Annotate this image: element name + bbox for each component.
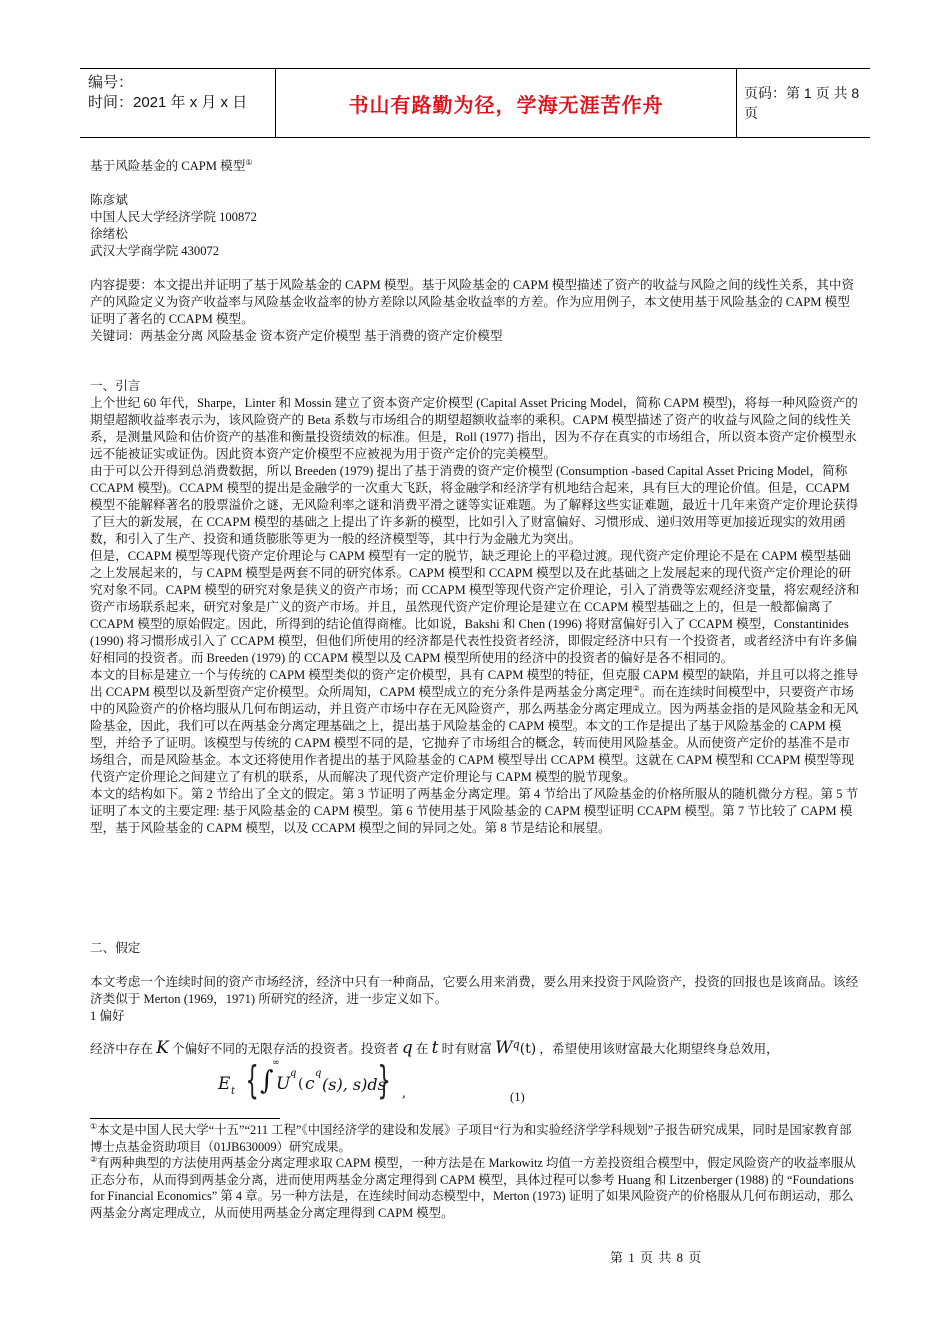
paragraph: 上个世纪 60 年代，Sharpe，Linter 和 Mossin 建立了资本资产定价模型 (Capital Asset Pricing Model，简称 CAPM 模型)，将每一种风险资产的期望超额收益率表示为，该风险资产的 Beta 系数与市场组合的期望超额收益率的乘积。CAPM 模型描述了资产的收益与风险之间的线性关系，是测量风险和估价资产的基准和衡量投资绩效的标准。但是，Roll (1977) 指出，因为不存在真实的市场组合，所以资本资产定价模型永远不能被证实或证伪。因此资本资产定价模型不应被视为用于资产定价的完美模型。 xyxy=(90,396,858,461)
time-label: 时间：2021 年 x 月 x 日 xyxy=(88,94,248,111)
footnote-rule xyxy=(90,1118,280,1119)
equation-1: E t { ∫ ∞ U q ( c q (s), s)ds } , xyxy=(218,1058,407,1102)
header-motto: 书山有路勤为径，学海无涯苦作舟 xyxy=(276,69,737,137)
footnote: ②有两种典型的方法使用两基金分离定理求取 CAPM 模型，一种方法是在 Markowitz 均值一方差投资组合模型中，假定风险资产的收益率服从正态分布，从而得到两基金分离，进而使用两基金分离定理得到 CAPM 模型，具体过程可以参考 Huang 和 Litzenberger (1988) 的 “Foundations for Financial Economics” 第 4 章。另一种方法是，在连续时间动态模型中，Merton (1973) 证明了如果风险资产的价格服从几何布朗运动，那么两基金分离定理成立，从而使用两基金分离定理得到 CAPM 模型。 xyxy=(90,1154,856,1220)
footnotes xyxy=(90,1122,862,1221)
abstract-block xyxy=(90,277,862,345)
code-label: 编号： xyxy=(88,74,134,91)
paper-title: 基于风险基金的 CAPM 模型 xyxy=(90,159,246,173)
paper-title-block xyxy=(90,158,862,175)
header-page-info: 页码：第 1 页 共 8 页 xyxy=(744,85,860,121)
paragraph: 本文考虑一个连续时间的资产市场经济，经济中只有一种商品，它要么用来消费，要么用来投资于风险资产，投资的回报也是该商品。该经济类似于 Merton (1969，1971) 所研究的经济，进一步定义如下。 xyxy=(90,975,859,1006)
author-name: 徐绪松 xyxy=(90,227,128,241)
keywords: 关键词：两基金分离 风险基金 资本资产定价模型 基于消费的资产定价模型 xyxy=(90,329,503,343)
section-title: 一、引言 xyxy=(90,379,141,393)
paragraph: 本文的结构如下。第 2 节给出了全文的假定。第 3 节证明了两基金分离定理。第 4 节给出了风险基金的价格所服从的随机微分方程。第 5 节证明了本文的主要定理: 基于风险基金的 CAPM 模型。第 6 节使用基于风险基金的 CAPM 模型证明 CCAPM 模型。第 7 节比较了 CAPM 模型，基于风险基金的 CAPM 模型，以及 CCAPM 模型之间的异同之处。第 8 节是结论和展望。 xyxy=(90,787,859,835)
subsection-title: 1 偏好 xyxy=(90,1009,125,1023)
author-affiliation: 中国人民大学经济学院 100872 xyxy=(90,210,257,224)
math-W: W xyxy=(495,1038,513,1059)
abstract: 内容提要：本文提出并证明了基于风险基金的 CAPM 模型。基于风险基金的 CAPM 模型描述了资产的收益与风险之间的线性关系，其中资产的风险定义为资产收益率与风险基金收益率的协方差除以风险基金收益率的方差。作为应用例子，本文使用基于风险基金的 CAPM 模型证明了著名的 CCAPM 模型。 xyxy=(90,278,855,326)
header-meta-cell xyxy=(80,69,276,137)
math-q: q xyxy=(401,1038,413,1059)
author-block xyxy=(90,192,862,260)
math-t: t xyxy=(431,1038,439,1059)
section-title: 二、假定 xyxy=(90,941,141,955)
footnote-mark: ② xyxy=(632,683,640,693)
section-assumptions xyxy=(90,940,862,957)
paragraph: 由于可以公开得到总消费数据，所以 Breeden (1979) 提出了基于消费的资产定价模型 (Consumption -based Capital Asset Pricing Model，简称 CCAPM 模型)。CCAPM 模型的提出是金融学的一次重大飞跃，将金融学和经济学有机地结合起来，具有巨大的理论价值。但是，CCAPM 模型不能解释著名的股票溢价之谜，无风险利率之谜和消费平滑之谜等实证难题。为了解释这些实证难题，最近十几年来资产定价理论获得了巨大的新发展，在 CCAPM 模型的基础之上提出了许多新的模型，比如引入了财富偏好、习惯形成、递归效用等更加接近现实的效用函数，和引入了生产、投资和通货膨胀等更为一般的经济模型等，其中行为金融尤为突出。 xyxy=(90,464,859,546)
section-introduction xyxy=(90,378,862,837)
author-affiliation: 武汉大学商学院 430072 xyxy=(90,244,220,258)
footnote: ①本文是中国人民大学“十五”“211 工程”《中国经济学的建设和发展》子项目“行为和实验经济学学科规划”子报告研究成果，同时是国家教育部博士点基金资助项目（01JB630009）研究成果。 xyxy=(90,1121,852,1154)
section-assumptions-body xyxy=(90,974,862,1025)
author-name: 陈彦斌 xyxy=(90,193,128,207)
document-header xyxy=(80,68,870,138)
preference-line: 经济中存在 K 个偏好不同的无限存活的投资者。投资者 q 在 t 时有财富 $W^q(t)$ ，希望使用该财富最大化期望终身总效用， xyxy=(90,1038,779,1059)
paragraph: 本文的目标是建立一个与传统的 CAPM 模型类似的资产定价模型，具有 CAPM 模型的特征，但克服 CAPM 模型的缺陷，并且可以将之推导出 CCAPM 模型以及新型资产定价模型。众所周知，CAPM 模型成立的充分条件是两基金分离定理②。而在连续时间模型中，只要资产市场中的风险资产的价格均服从几何布朗运动，并且资产市场中存在无风险资产，那么两基金分离定理成立。因为两基金指的是风险基金和无风险基金，因此，我们可以在两基金分离定理基础之上，提出基于风险基金的 CAPM 模型。本文的工作是提出了基于风险基金的 CAPM 模型，并给予了证明。该模型与传统的 CAPM 模型不同的是，它抛弃了市场组合的概念，转而使用风险基金。从而使资产定价的基准不是市场组合，而是风险基金。本文还将使用作者提出的基于风险基金的 CAPM 模型导出 CCAPM 模型。这就在 CAPM 模型和 CCAPM 模型等现代资产定价理论之间建立了有机的联系，从而解决了现代资产定价理论与 CAPM 模型的脱节现象。 xyxy=(90,668,859,784)
paragraph: 但是，CCAPM 模型等现代资产定价理论与 CAPM 模型有一定的脱节，缺乏理论上的平稳过渡。现代资产定价理论不是在 CAPM 模型基础之上发展起来的，与 CAPM 模型是两套不同的研究体系。CAPM 模型和 CCAPM 模型以及在此基础之上发展起来的现代资产定价理论的研究对象不同。CAPM 模型的研究对象是狭义的资产市场；而 CCAPM 模型等现代资产定价理论，引入了消费等宏观经济变量，将宏观经济和资产市场联系起来，研究对象是广义的资产市场。并且，虽然现代资产定价理论是建立在 CCAPM 模型基础之上的，但是一般都偏离了 CCAPM 模型的原始假定。因此，所得到的结论值得商榷。比如说，Bakshi 和 Chen (1996) 将财富偏好引入了 CCAPM 模型，Constantinides (1990) 将习惯形成引入了 CCAPM 模型，但他们所使用的经济都是代表性投资者经济，即假定经济中只有一个投资者，或者经济中有许多偏好相同的投资者。而 Breeden (1979) 的 CCAPM 模型以及 CAPM 模型所使用的经济中的投资者的偏好是各不相同的。 xyxy=(90,549,860,665)
footnote-mark: ① xyxy=(245,157,253,167)
equation-number: (1) xyxy=(510,1090,525,1104)
page-footer: 第 1 页 共 8 页 xyxy=(610,1250,703,1265)
math-K: K xyxy=(156,1038,169,1059)
